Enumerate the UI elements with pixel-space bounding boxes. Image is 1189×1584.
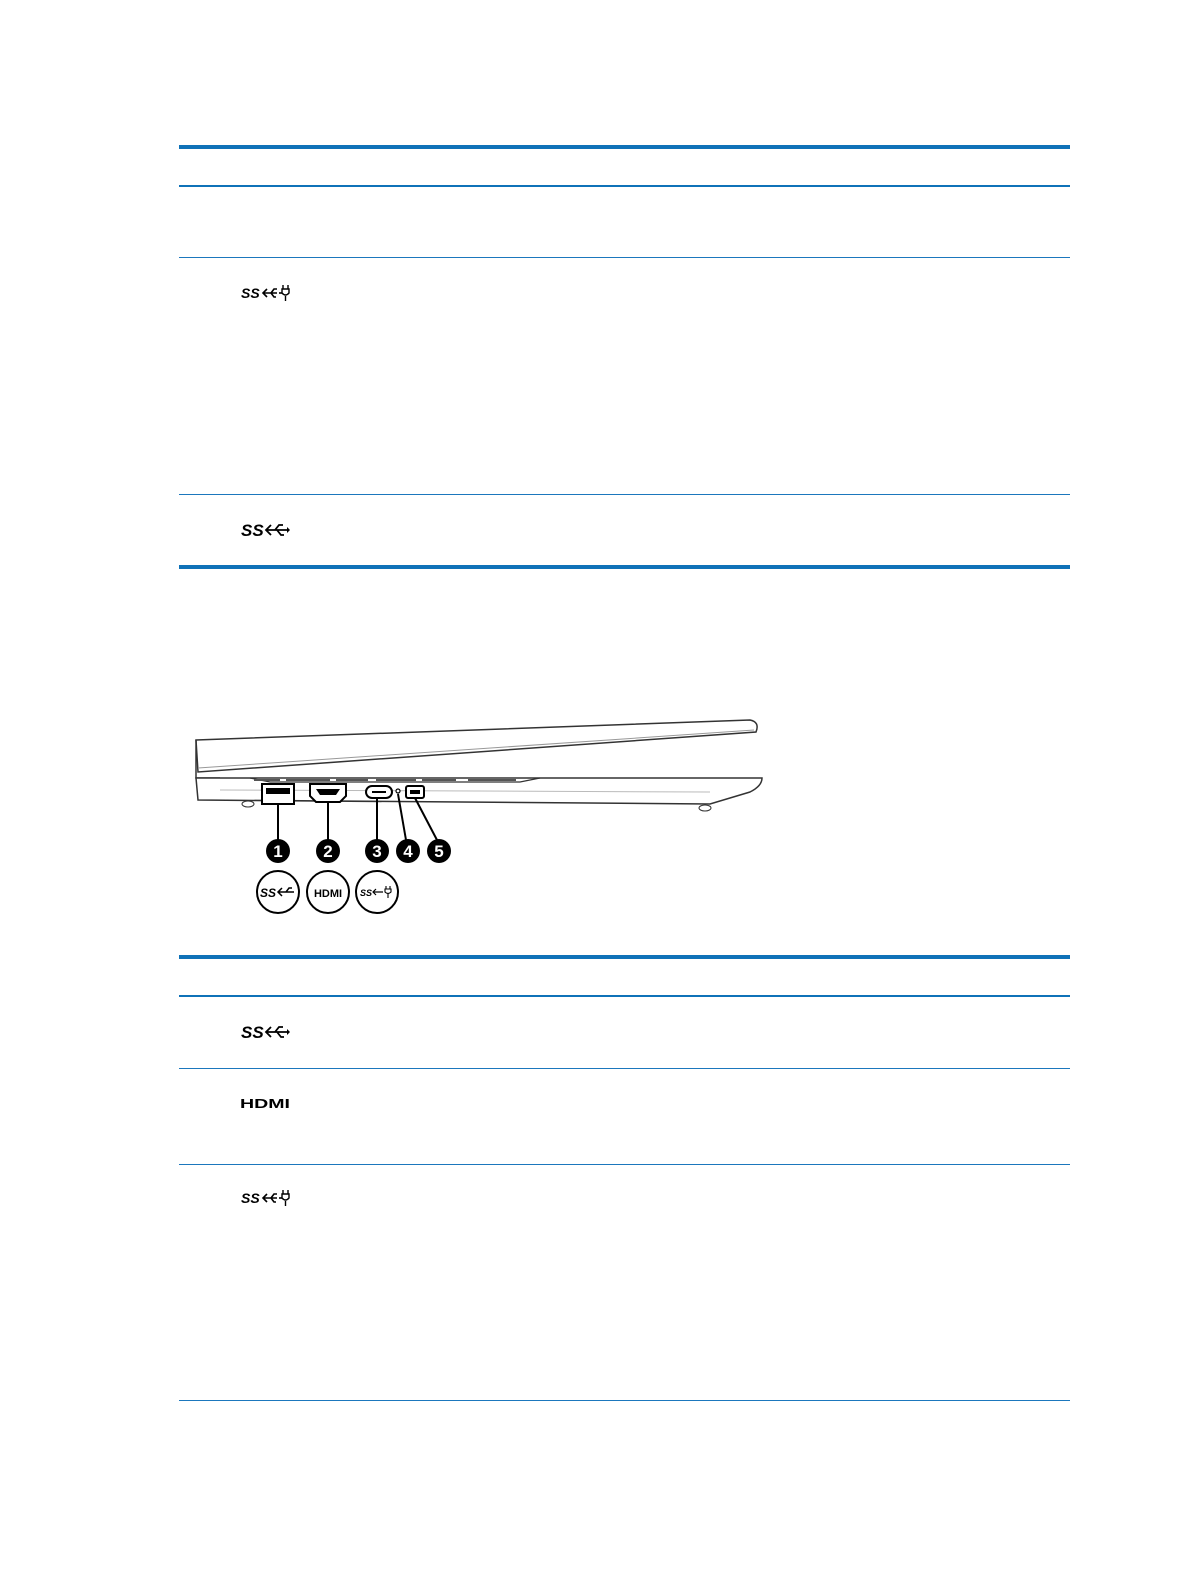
badge-usb-superspeed-icon [257,871,299,913]
table-top-row-divider [179,257,1070,258]
svg-text:SS: SS [260,886,277,900]
callout-3 [365,839,389,863]
svg-text:SS: SS [241,1023,264,1042]
callout-5 [427,839,451,863]
svg-text:SS: SS [241,521,264,540]
svg-text:1: 1 [273,842,283,861]
svg-text:HDMI: HDMI [313,888,343,900]
usb-superspeed-power-icon [241,283,291,303]
laptop-left-side-illustration [190,712,770,917]
table-bottom-subheader-rule [179,995,1070,997]
badge-hdmi-icon [307,871,349,913]
table-bottom-row-divider [179,1164,1070,1165]
usb-superspeed-power-icon [241,1188,291,1208]
table-top-header-rule [179,145,1070,149]
svg-text:5: 5 [434,842,444,861]
svg-text:SS: SS [360,888,373,898]
svg-text:SS: SS [241,285,260,301]
svg-text:SS: SS [241,1190,260,1206]
svg-text:HDMI: HDMI [240,1096,290,1110]
callout-4 [396,839,420,863]
table-bottom-header-rule [179,955,1070,959]
badge-usb-superspeed-power-icon [356,871,398,913]
callout-2 [316,839,340,863]
svg-text:3: 3 [372,842,382,861]
callout-1 [266,839,290,863]
table-bottom-row-divider [179,1068,1070,1069]
usb-superspeed-icon [241,519,291,541]
table-bottom-row-divider [179,1400,1070,1401]
table-top-subheader-rule [179,185,1070,187]
hdmi-icon [240,1096,290,1110]
usb-superspeed-icon [241,1021,291,1043]
table-top-row-divider [179,494,1070,495]
svg-text:2: 2 [323,842,333,861]
svg-text:4: 4 [403,842,413,861]
table-top-bottom-rule [179,565,1070,569]
